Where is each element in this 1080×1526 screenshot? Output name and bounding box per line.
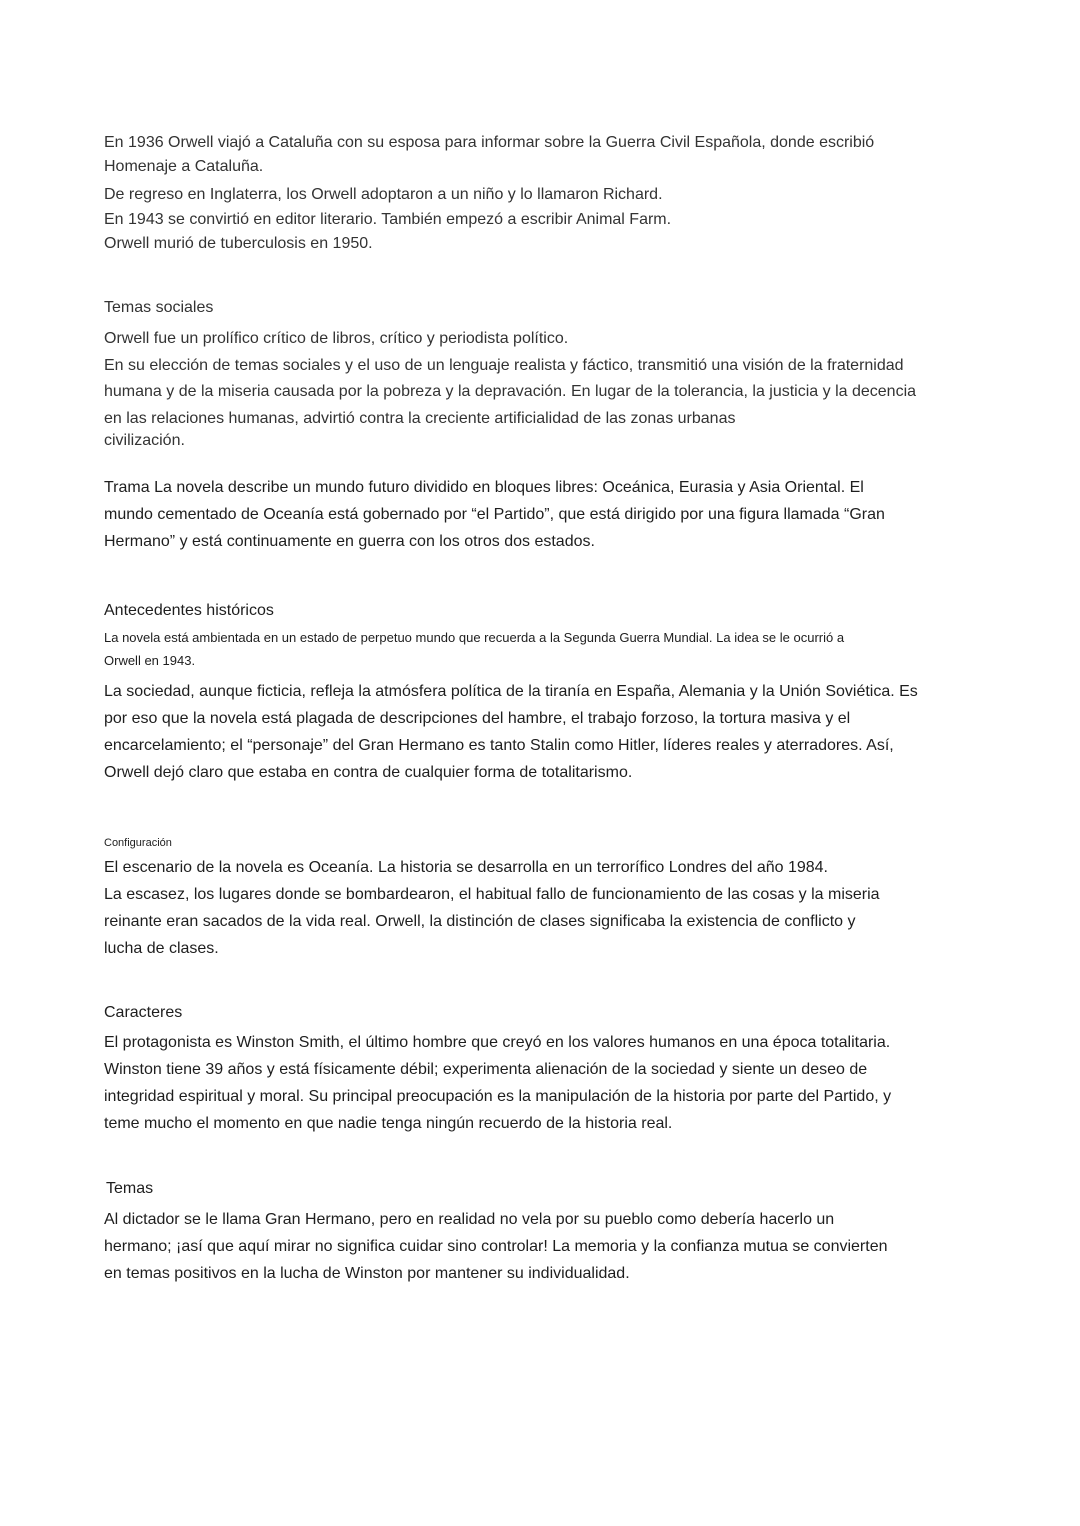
intro-line: Orwell murió de tuberculosis en 1950.	[104, 235, 373, 252]
caracteres-line: Winston tiene 39 años y está físicamente débil; experimenta alienación de la sociedad y siente un deseo de	[104, 1061, 868, 1078]
antecedentes-line: Orwell dejó claro que estaba en contra de cualquier forma de totalitarismo.	[104, 764, 633, 781]
section-heading-antecedentes: Antecedentes históricos	[104, 602, 274, 619]
antecedentes-line: La sociedad, aunque ficticia, refleja la atmósfera política de la tiranía en España, Alemania y la Unión Soviética. Es	[104, 683, 918, 700]
intro-line: En 1943 se convirtió en editor literario. También empezó a escribir Animal Farm.	[104, 211, 672, 228]
temas-line: hermano; ¡así que aquí mirar no significa cuidar sino controlar! La memoria y la confianza mutua se convierten	[104, 1238, 888, 1255]
intro-line: De regreso en Inglaterra, los Orwell adoptaron a un niño y lo llamaron Richard.	[104, 186, 663, 203]
trama-line: Trama La novela describe un mundo futuro dividido en bloques libres: Oceánica, Eurasia y Asia Oriental. El	[104, 479, 864, 496]
temas-sociales-line: humana y de la miseria causada por la pobreza y la depravación. En lugar de la tolerancia, la justicia y la decencia	[104, 383, 917, 400]
trama-line: mundo cementado de Oceanía está gobernado por “el Partido”, que está dirigido por una figura llamada “Gran	[104, 506, 885, 523]
temas-sociales-line: Orwell fue un prolífico crítico de libros, crítico y periodista político.	[104, 330, 569, 347]
section-heading-configuracion: Configuración	[104, 837, 172, 849]
temas-line: en temas positivos en la lucha de Winston por mantener su individualidad.	[104, 1265, 630, 1282]
configuracion-line: El escenario de la novela es Oceanía. La historia se desarrolla en un terrorífico Londres del año 1984.	[104, 859, 828, 876]
section-heading-temas-sociales: Temas sociales	[104, 299, 214, 316]
antecedentes-note-line: La novela está ambientada en un estado de perpetuo mundo que recuerda a la Segunda Guerra Mundial. La idea se le ocurrió a	[104, 630, 845, 645]
temas-sociales-line: En su elección de temas sociales y el uso de un lenguaje realista y fáctico, transmitió una visión de la fraternidad	[104, 356, 904, 374]
antecedentes-line: encarcelamiento; el “personaje” del Gran Hermano es tanto Stalin como Hitler, líderes reales y aterradores. Así,	[104, 737, 894, 754]
antecedentes-paragraph	[104, 678, 984, 786]
configuracion-line: reinante eran sacados de la vida real. Orwell, la distinción de clases significaba la existencia de conflicto y	[104, 913, 856, 930]
temas-sociales-line: en las relaciones humanas, advirtió contra la creciente artificialidad de las zonas urbanas	[104, 409, 736, 427]
antecedentes-note	[104, 626, 984, 672]
antecedentes-line: por eso que la novela está plagada de descripciones del hambre, el trabajo forzoso, la tortura masiva y el	[104, 710, 851, 727]
trama-line: Hermano” y está continuamente en guerra con los otros dos estados.	[104, 533, 595, 550]
section-heading-caracteres: Caracteres	[104, 1004, 183, 1021]
configuracion-line: La escasez, los lugares donde se bombardearon, el habitual fallo de funcionamiento de las cosas y la miseria	[104, 886, 880, 903]
caracteres-line: El protagonista es Winston Smith, el último hombre que creyó en los valores humanos en una época totalitaria.	[104, 1034, 891, 1051]
intro-paragraph	[104, 131, 984, 256]
section-heading-temas: Temas	[106, 1180, 154, 1197]
intro-line: En 1936 Orwell viajó a Cataluña con su esposa para informar sobre la Guerra Civil Española, donde escribió	[104, 134, 875, 151]
temas-paragraph	[104, 1206, 984, 1287]
temas-line: Al dictador se le llama Gran Hermano, pero en realidad no vela por su pueblo como debería hacerlo un	[104, 1211, 835, 1228]
antecedentes-note-line: Orwell en 1943.	[104, 653, 196, 668]
temas-sociales-paragraph	[104, 326, 984, 455]
intro-line: Homenaje a Cataluña.	[104, 158, 264, 175]
trama-paragraph	[104, 474, 984, 555]
configuracion-paragraph	[104, 854, 984, 962]
caracteres-line: integridad espiritual y moral. Su principal preocupación es la manipulación de la historia por parte del Partido, y	[104, 1088, 892, 1105]
caracteres-line: teme mucho el momento en que nadie tenga ningún recuerdo de la historia real.	[104, 1115, 673, 1132]
temas-sociales-line: civilización.	[104, 432, 185, 449]
caracteres-paragraph	[104, 1029, 984, 1137]
configuracion-line: lucha de clases.	[104, 940, 219, 957]
